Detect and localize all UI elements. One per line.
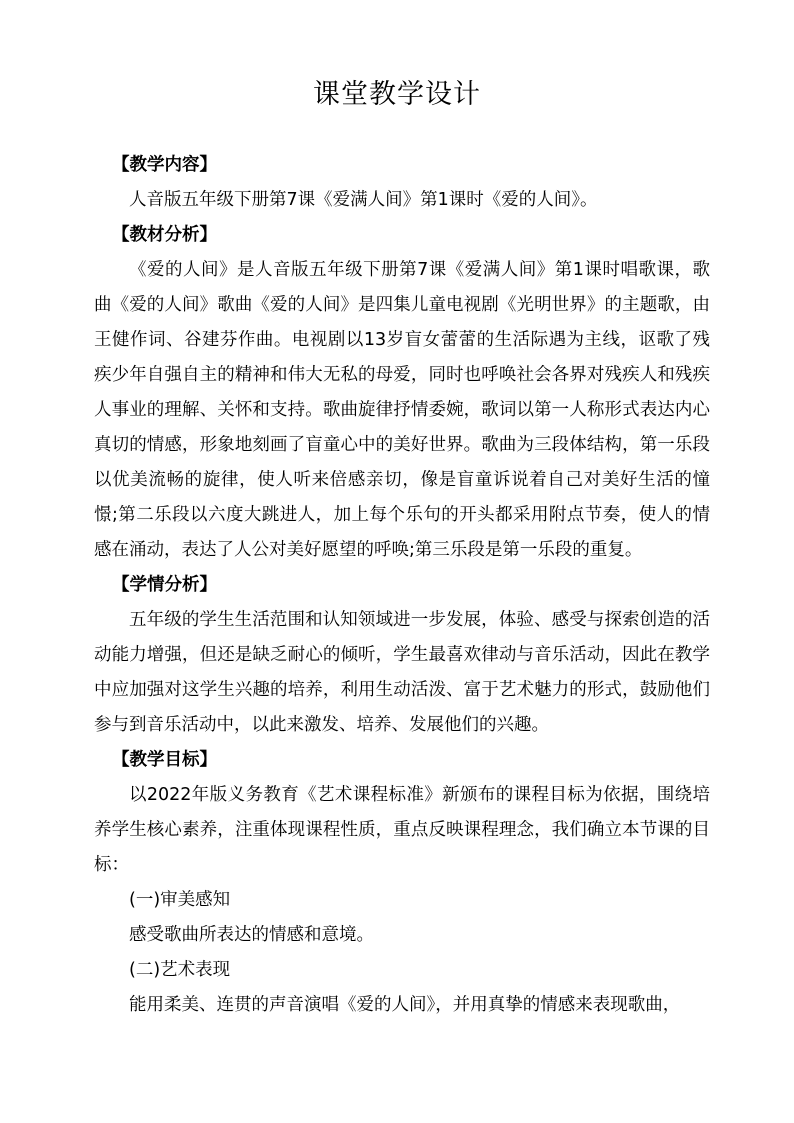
section-paragraph-material: 《爱的人间》是人音版五年级下册第7课《爱满人间》第1课时唱歌课，歌曲《爱的人间》歌曲《爱的人间》是四集儿童电视剧《光明世界》的主题歌，由王健作词、谷建芬作曲。电视剧以13岁盲女蕾蕾的生活际遇为主线，讴歌了残疾少年自强自主的精神和伟大无私的母爱，同时也呼唤社会各界对残疾人和残疾人事业的理解、关怀和支持。歌曲旋律抒情委婉，歌词以第一人称形式表达内心真切的情感，形象地刻画了盲童心中的美好世界。歌曲为三段体结构，第一乐段以优美流畅的旋律，使人听来倍感亲切，像是盲童诉说着自己对美好生活的憧憬;第二乐段以六度大跳进人，加上每个乐句的开头都采用附点节奏，使人的情感在涌动，表达了人公对美好愿望的呼唤;第三乐段是第一乐段的重复。: [94, 260, 710, 560]
section-paragraph-students: 五年级的学生生活范围和认知领域进一步发展，体验、感受与探索创造的活动能力增强，但还是缺乏耐心的倾听，学生最喜欢律动与音乐活动，因此在教学中应加强对这学生兴趣的培养，利用生动活泼、富于艺术魅力的形式，鼓励他们参与到音乐活动中，以此来激发、培养、发展他们的兴趣。: [94, 610, 710, 735]
section-paragraph-goals: 以2022年版义务教育《艺术课程标准》新颁布的课程目标为依据，围绕培养学生核心素养，注重体现课程性质，重点反映课程理念，我们确立本节课的目标：: [94, 785, 710, 875]
section-heading-students: 【学情分析】: [112, 575, 217, 595]
goal-text-performance: 能用柔美、连贯的声音演唱《爱的人间》，并用真挚的情感来表现歌曲，: [129, 995, 681, 1015]
section-paragraph-content: 人音版五年级下册第7课《爱满人间》第1课时《爱的人间》。: [129, 190, 598, 210]
goal-text-aesthetic: 感受歌曲所表达的情感和意境。: [129, 925, 374, 945]
section-heading-content: 【教学内容】: [112, 155, 217, 175]
section-heading-goals: 【教学目标】: [112, 750, 217, 770]
page-title: 课堂教学设计: [313, 79, 481, 110]
document-body: [94, 148, 710, 1023]
section-heading-material: 【教材分析】: [112, 225, 217, 245]
goal-label-aesthetic: (一)审美感知: [129, 890, 231, 910]
goal-label-performance: (二)艺术表现: [129, 960, 231, 980]
